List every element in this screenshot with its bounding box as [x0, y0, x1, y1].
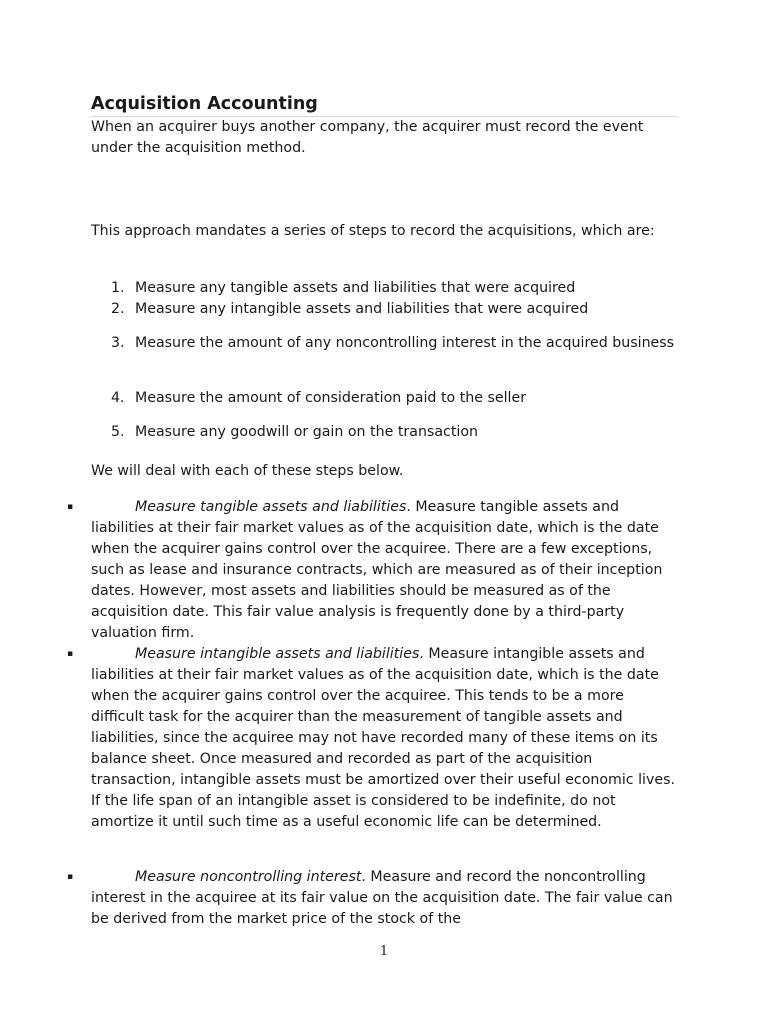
list-text: Measure any goodwill or gain on the transaction — [135, 424, 478, 440]
approach-paragraph: This approach mandates a series of steps to record the acquisitions, which are: — [91, 223, 655, 239]
transition-paragraph: We will deal with each of these steps below. — [91, 463, 404, 479]
detail-heading: Measure noncontrolling interest — [135, 869, 362, 885]
list-number: 4. — [111, 390, 125, 406]
list-item — [91, 422, 681, 443]
list-item — [91, 388, 681, 409]
intro-paragraph: When an acquirer buys another company, the acquirer must record the event under the acquisition method. — [91, 119, 644, 156]
list-text: Measure any intangible assets and liabilities that were acquired — [135, 301, 589, 317]
detail-body — [91, 867, 681, 930]
detail-heading: Measure intangible assets and liabilities — [135, 646, 420, 662]
detail-body — [91, 644, 681, 833]
list-text: Measure the amount of any noncontrolling interest in the acquired business — [135, 335, 675, 351]
list-number: 3. — [111, 335, 125, 351]
detail-text: . Measure tangible assets and liabilities at their fair market values as of the acquisition date, which is the date when the acquirer gains control over the acquiree. There are a few exceptions, such as lease and insurance contracts, which are measured as of their inception dates. However, most assets and liabilities should be measured as of the acquisition date. This fair value analysis is frequently done by a third-party valuation firm. — [91, 499, 663, 641]
detail-item-noncontrolling — [67, 867, 687, 930]
list-item — [91, 333, 681, 354]
bullet-marker: ▪ — [67, 502, 74, 512]
list-text: Measure any tangible assets and liabilities that were acquired — [135, 280, 576, 296]
page-number: 1 — [379, 944, 389, 959]
list-item — [91, 299, 681, 320]
list-number: 1. — [111, 280, 125, 296]
list-item — [91, 278, 681, 299]
detail-text: . Measure intangible assets and liabilities at their fair market values as of the acquisition date, which is the date when the acquirer gains control over the acquiree. This tends to be a more difficult task for the acquirer than the measurement of tangible assets and liabilities, since the acquiree may not have recorded many of these items on its balance sheet. Once measured and recorded as part of the acquisition transaction, intangible assets must be amortized over their useful economic lives. If the life span of an intangible asset is considered to be indefinite, do not amortize it until such time as a useful economic life can be determined. — [91, 646, 676, 830]
list-text: Measure the amount of consideration paid to the seller — [135, 390, 527, 406]
list-number: 2. — [111, 301, 125, 317]
bullet-marker: ▪ — [67, 649, 74, 659]
detail-item-tangible — [67, 497, 687, 644]
bullet-marker: ▪ — [67, 872, 74, 882]
detail-heading: Measure tangible assets and liabilities — [135, 499, 407, 515]
document-title: Acquisition Accounting — [91, 91, 678, 117]
list-number: 5. — [111, 424, 125, 440]
detail-body — [91, 497, 681, 644]
detail-text: . Measure and record the noncontrolling interest in the acquiree at its fair value on the acquisition date. The fair value can be derived from the market price of the stock of the — [91, 869, 673, 927]
detail-item-intangible — [67, 644, 687, 833]
